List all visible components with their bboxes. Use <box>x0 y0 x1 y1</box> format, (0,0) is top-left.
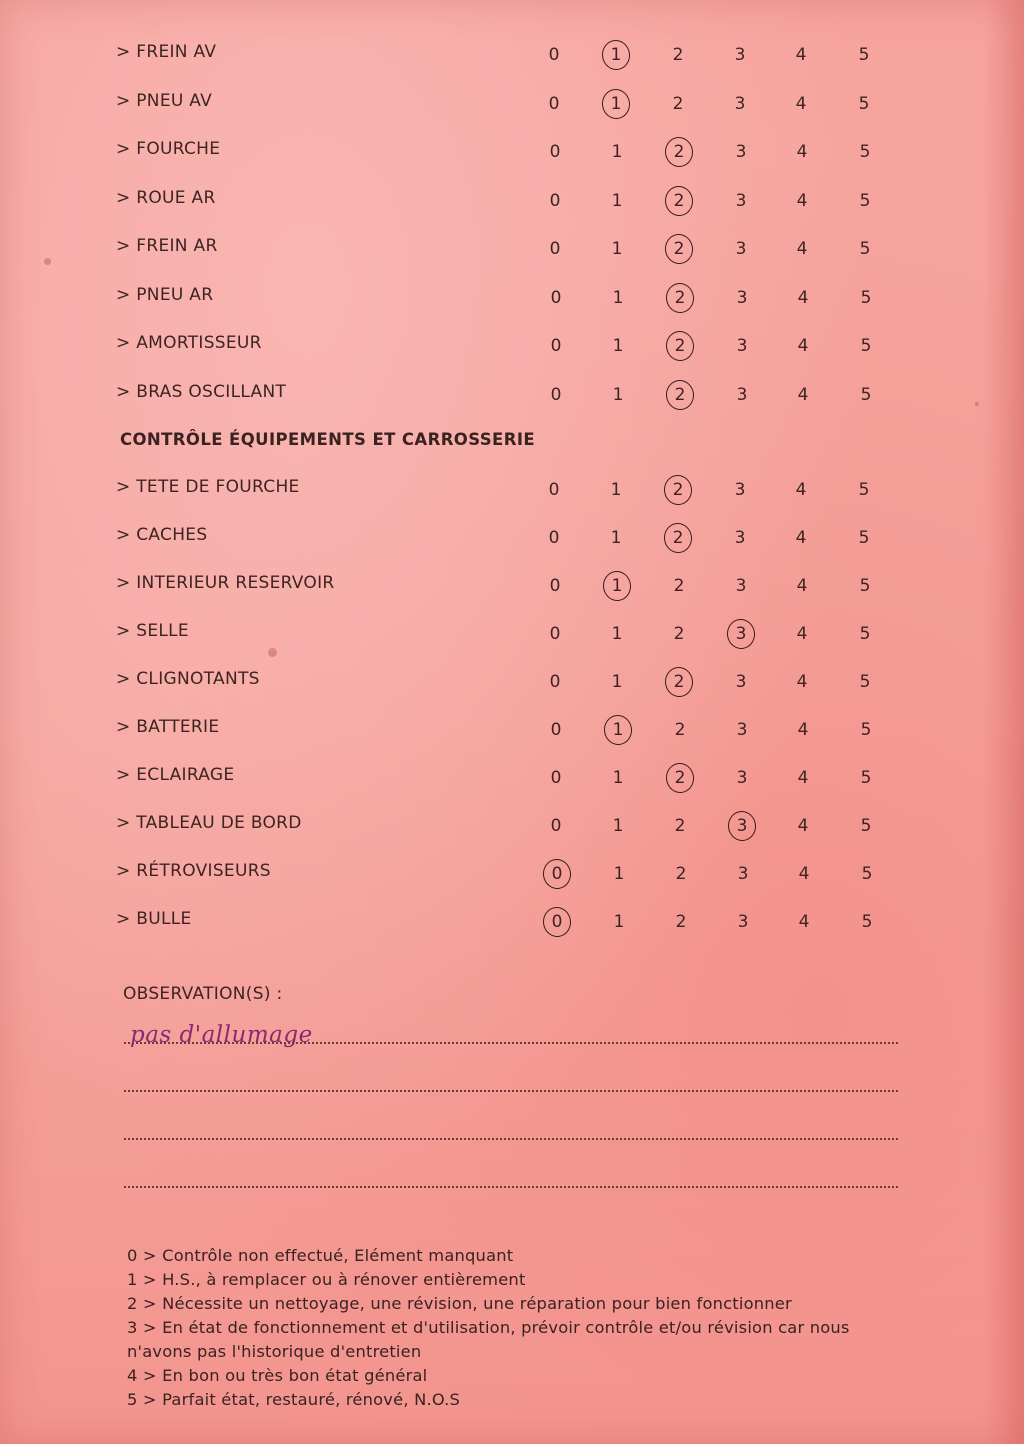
score-option[interactable]: 0 <box>550 287 562 308</box>
score-option[interactable]: 2 <box>675 912 687 932</box>
score-option-selected[interactable]: 2 <box>664 667 694 697</box>
score-option[interactable]: 2 <box>673 624 685 644</box>
score-option[interactable]: 5 <box>858 93 870 114</box>
score-option[interactable]: 3 <box>734 528 746 548</box>
score-option-selected[interactable]: 3 <box>726 619 756 649</box>
score-option[interactable]: 1 <box>612 384 624 405</box>
row-label: > TABLEAU DE BORD <box>116 813 302 833</box>
score-option[interactable]: 3 <box>735 190 747 211</box>
rating-row <box>0 613 1024 653</box>
score-option[interactable]: 4 <box>796 672 808 692</box>
score-option[interactable]: 0 <box>548 528 560 548</box>
row-label: > SELLE <box>116 621 189 641</box>
row-label: > BRAS OSCILLANT <box>116 381 287 402</box>
score-option[interactable]: 3 <box>735 239 747 259</box>
score-option-selected[interactable]: 1 <box>601 40 631 70</box>
score-option[interactable]: 4 <box>795 480 807 500</box>
score-option-selected[interactable]: 2 <box>665 331 695 361</box>
score-option[interactable]: 5 <box>858 480 870 500</box>
row-label: > CLIGNOTANTS <box>116 669 260 689</box>
score-option-selected[interactable]: 1 <box>601 89 631 119</box>
observation-line-2 <box>124 1090 898 1092</box>
score-option[interactable]: 5 <box>859 576 871 596</box>
score-option-selected[interactable]: 1 <box>602 571 632 601</box>
score-option[interactable]: 0 <box>548 480 560 500</box>
score-option[interactable]: 1 <box>611 190 623 211</box>
legend-item-0: 0 > Contrôle non effectué, Elément manquant <box>127 1246 514 1265</box>
score-option[interactable]: 4 <box>797 287 809 308</box>
score-option[interactable]: 2 <box>672 93 684 114</box>
score-option-selected[interactable]: 2 <box>663 475 693 505</box>
score-option[interactable]: 5 <box>858 528 870 548</box>
row-label: > FREIN AV <box>116 42 217 62</box>
score-option[interactable]: 1 <box>612 816 624 836</box>
row-label: > PNEU AV <box>116 90 213 111</box>
score-option[interactable]: 3 <box>736 287 748 308</box>
score-option[interactable]: 1 <box>613 912 625 932</box>
score-option[interactable]: 0 <box>550 720 562 740</box>
score-option[interactable]: 4 <box>797 336 809 356</box>
score-option[interactable]: 0 <box>550 384 562 405</box>
score-option[interactable]: 0 <box>548 93 560 114</box>
score-option[interactable]: 5 <box>859 142 871 162</box>
row-label: > BATTERIE <box>116 717 220 737</box>
row-label: > BULLE <box>116 909 192 929</box>
legend-item-3: 3 > En état de fonctionnement et d'utilisation, prévoir contrôle et/ou révision car nous n'avons pas l'historique d'entretien <box>127 1318 850 1361</box>
score-option[interactable]: 0 <box>550 336 562 356</box>
rating-row <box>0 469 1024 509</box>
score-option[interactable]: 0 <box>549 624 561 644</box>
score-option[interactable]: 5 <box>859 672 871 692</box>
score-option-selected[interactable]: 2 <box>663 523 693 553</box>
rating-legend <box>127 1244 897 1412</box>
score-option[interactable]: 3 <box>736 384 748 405</box>
score-option[interactable]: 3 <box>734 480 746 500</box>
rating-row <box>0 131 1024 171</box>
score-option[interactable]: 1 <box>611 672 623 692</box>
score-option[interactable]: 5 <box>859 190 871 211</box>
rating-row <box>0 853 1024 893</box>
score-option[interactable]: 5 <box>860 287 872 308</box>
rating-row <box>0 83 1024 123</box>
score-option[interactable]: 3 <box>737 912 749 932</box>
score-option-selected[interactable]: 1 <box>603 715 633 745</box>
score-option[interactable]: 0 <box>549 239 561 259</box>
score-option[interactable]: 1 <box>611 624 623 644</box>
observations-label: OBSERVATION(S) : <box>123 984 283 1004</box>
score-option[interactable]: 4 <box>797 384 809 405</box>
score-option-selected[interactable]: 0 <box>542 907 572 937</box>
score-option[interactable]: 5 <box>859 239 871 259</box>
score-option[interactable]: 0 <box>549 672 561 692</box>
observation-handwritten-text: pas d'allumage <box>130 1022 313 1048</box>
score-option[interactable]: 4 <box>795 93 807 114</box>
score-option-selected[interactable]: 0 <box>542 859 572 889</box>
rating-row <box>0 901 1024 941</box>
score-option[interactable]: 3 <box>735 142 747 162</box>
paper-speck <box>44 258 51 265</box>
score-option[interactable]: 3 <box>735 576 747 596</box>
score-option[interactable]: 4 <box>797 768 809 788</box>
section-title-equipment: CONTRÔLE ÉQUIPEMENTS ET CARROSSERIE <box>120 430 536 449</box>
score-option[interactable]: 1 <box>610 480 622 500</box>
score-option[interactable]: 4 <box>798 912 810 932</box>
score-option-selected[interactable]: 3 <box>727 811 757 841</box>
legend-item-2: 2 > Nécessite un nettoyage, une révision, une réparation pour bien fonctionner <box>127 1294 792 1313</box>
score-option[interactable]: 1 <box>610 528 622 548</box>
score-option[interactable]: 5 <box>860 768 872 788</box>
rating-row <box>0 517 1024 557</box>
rating-row <box>0 374 1024 414</box>
row-label: > FREIN AR <box>116 236 218 256</box>
rating-row <box>0 228 1024 268</box>
rating-row <box>0 757 1024 797</box>
score-option[interactable]: 0 <box>549 576 561 596</box>
score-option[interactable]: 4 <box>795 45 807 65</box>
score-option[interactable]: 1 <box>612 287 624 308</box>
score-option[interactable]: 2 <box>674 816 686 836</box>
score-option[interactable]: 5 <box>859 624 871 644</box>
score-option[interactable]: 2 <box>675 864 687 884</box>
score-option[interactable]: 1 <box>611 239 623 259</box>
score-option-selected[interactable]: 2 <box>664 186 694 216</box>
score-option[interactable]: 4 <box>798 864 810 884</box>
score-option[interactable]: 3 <box>737 864 749 884</box>
score-option[interactable]: 4 <box>797 720 809 740</box>
score-option[interactable]: 2 <box>674 720 686 740</box>
score-option[interactable]: 4 <box>796 142 808 162</box>
score-option-selected[interactable]: 2 <box>665 283 695 313</box>
rating-row <box>0 661 1024 701</box>
row-label: > RÉTROVISEURS <box>116 861 271 881</box>
rating-row <box>0 325 1024 365</box>
row-label: > ECLAIRAGE <box>116 765 235 785</box>
score-option[interactable]: 5 <box>860 336 872 356</box>
score-option[interactable]: 0 <box>549 142 561 162</box>
score-option[interactable]: 3 <box>736 336 748 356</box>
rating-row <box>0 180 1024 220</box>
observation-line-3 <box>124 1138 898 1140</box>
score-option[interactable]: 4 <box>796 190 808 211</box>
row-label: > ROUE AR <box>116 187 216 208</box>
score-option[interactable]: 1 <box>611 142 623 162</box>
score-option[interactable]: 2 <box>673 576 685 596</box>
score-option[interactable]: 1 <box>613 864 625 884</box>
score-option-selected[interactable]: 2 <box>664 137 694 167</box>
score-option[interactable]: 1 <box>612 336 624 356</box>
legend-item-4: 4 > En bon ou très bon état général <box>127 1366 428 1385</box>
row-label: > TETE DE FOURCHE <box>116 477 300 497</box>
observation-line-4 <box>124 1186 898 1188</box>
score-option-selected[interactable]: 2 <box>665 380 695 410</box>
score-option[interactable]: 0 <box>549 190 561 211</box>
score-option-selected[interactable]: 2 <box>665 763 695 793</box>
score-option[interactable]: 5 <box>861 912 873 932</box>
row-label: > CACHES <box>116 525 208 545</box>
score-option[interactable]: 4 <box>796 239 808 259</box>
score-option[interactable]: 5 <box>858 45 870 65</box>
score-option[interactable]: 4 <box>797 816 809 836</box>
score-option[interactable]: 0 <box>550 816 562 836</box>
legend-item-5: 5 > Parfait état, restauré, rénové, N.O.S <box>127 1390 461 1409</box>
row-label: > FOURCHE <box>116 139 221 159</box>
score-option[interactable]: 0 <box>548 45 560 65</box>
score-option[interactable]: 5 <box>860 384 872 405</box>
score-option[interactable]: 3 <box>736 720 748 740</box>
score-option[interactable]: 0 <box>550 768 562 788</box>
score-option[interactable]: 5 <box>861 864 873 884</box>
score-option[interactable]: 1 <box>612 768 624 788</box>
rating-row <box>0 277 1024 317</box>
rating-row <box>0 709 1024 749</box>
rating-row <box>0 805 1024 845</box>
score-option[interactable]: 3 <box>734 93 746 114</box>
score-option[interactable]: 5 <box>860 720 872 740</box>
row-label: > INTERIEUR RESERVOIR <box>116 573 335 593</box>
score-option[interactable]: 4 <box>795 528 807 548</box>
paper-speck <box>268 648 277 657</box>
score-option[interactable]: 4 <box>796 576 808 596</box>
score-option-selected[interactable]: 2 <box>664 234 694 264</box>
rating-row <box>0 565 1024 605</box>
score-option[interactable]: 3 <box>736 768 748 788</box>
score-option[interactable]: 3 <box>734 45 746 65</box>
paper-speck <box>975 402 979 406</box>
row-label: > AMORTISSEUR <box>116 333 262 353</box>
rating-row <box>0 34 1024 74</box>
score-option[interactable]: 3 <box>735 672 747 692</box>
row-label: > PNEU AR <box>116 284 214 305</box>
score-option[interactable]: 5 <box>860 816 872 836</box>
legend-item-1: 1 > H.S., à remplacer ou à rénover entièrement <box>127 1270 526 1289</box>
score-option[interactable]: 4 <box>796 624 808 644</box>
score-option[interactable]: 2 <box>672 45 684 65</box>
